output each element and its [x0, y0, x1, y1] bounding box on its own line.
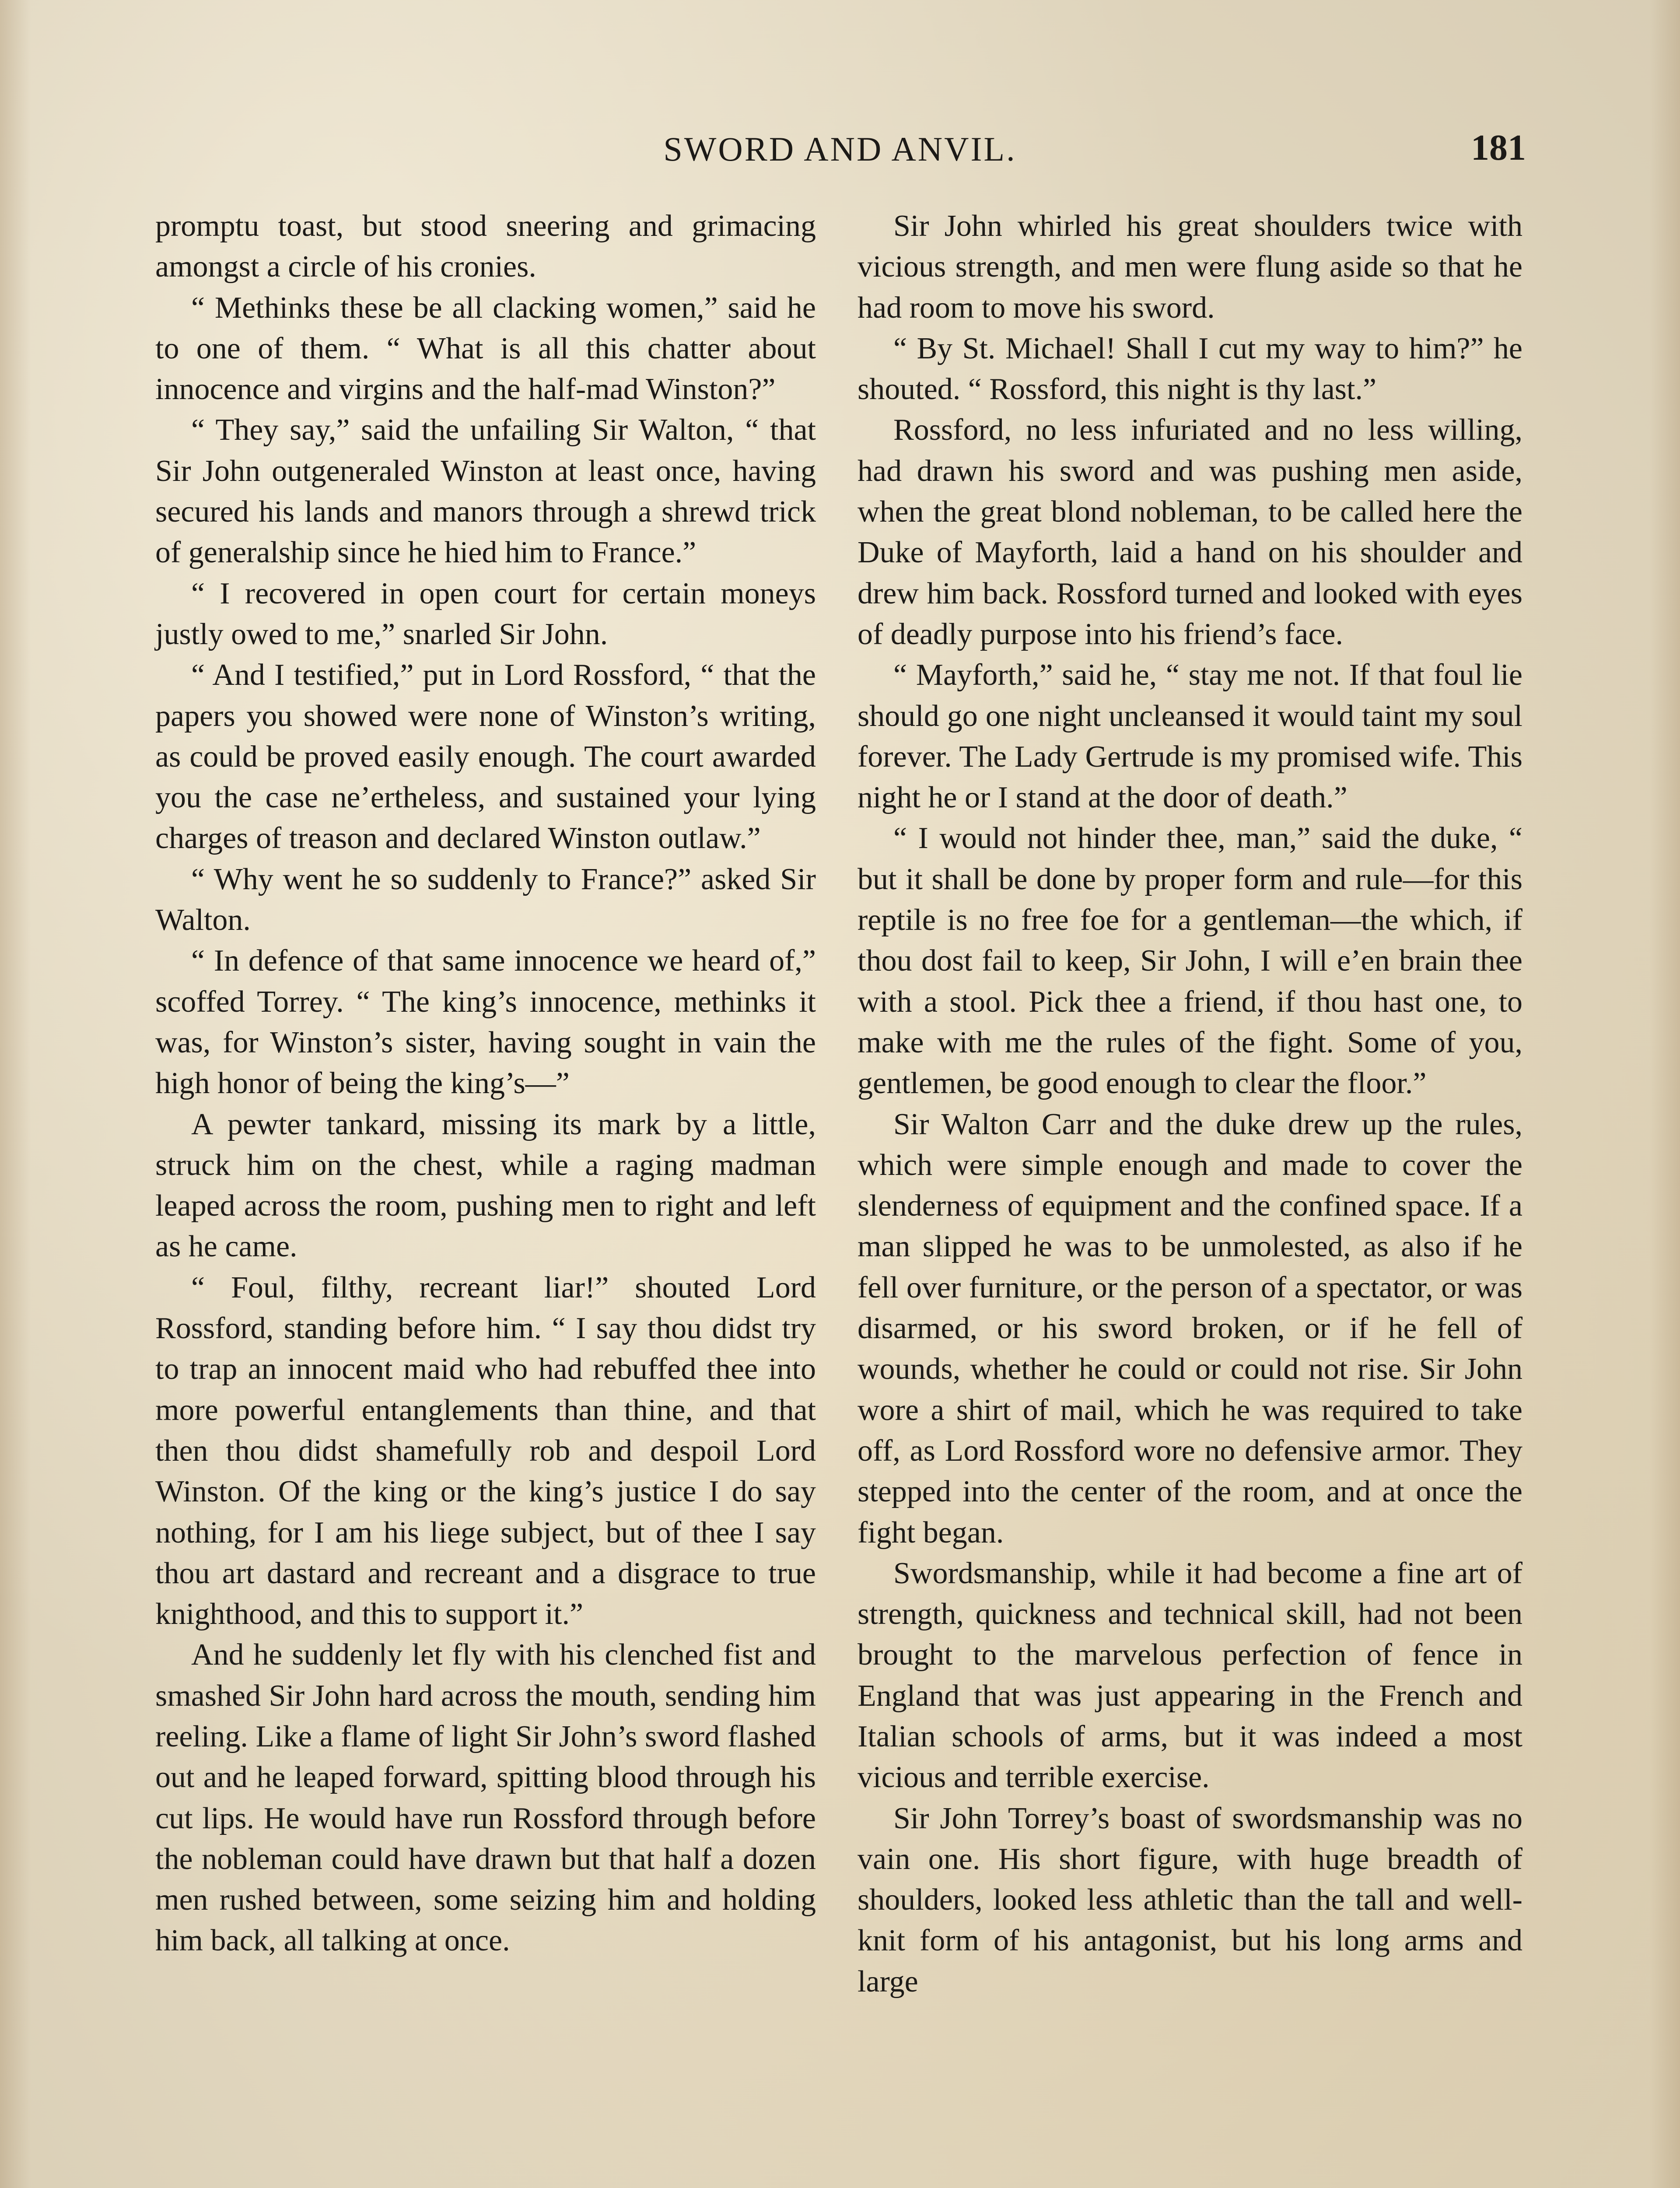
paragraph: Sir Walton Carr and the duke drew up the rules, which were simple enough and made to cover the slenderness of equipment and the confined space. If a man slipped he was to be unmolested, as also if he fell over furniture, or the person of a spectator, or was disarmed, or his sword broken, or if he fell of wounds, whether he could or could not rise. Sir John wore a shirt of mail, which he was required to take off, as Lord Rossford wore no defensive armor. They stepped into the center of the room, and at once the fight began.: [858, 1107, 1522, 1550]
right-column: [858, 206, 1522, 2002]
paragraph: Rossford, no less infuriated and no less willing, had drawn his sword and was pushing men aside, when the great blond nobleman, to be called here the Duke of Mayforth, laid a hand on his shoulder and drew him back. Rossford turned and looked with eyes of deadly purpose into his friend’s face.: [858, 413, 1522, 651]
paragraph: “ Methinks these be all clacking women,” said he to one of them. “ What is all this chatter about innocence and virgins and the half-mad Winston?”: [155, 291, 816, 407]
page-number: 181: [1471, 127, 1526, 168]
paragraph: “ They say,” said the unfailing Sir Walton, “ that Sir John outgeneraled Winston at least once, having secured his lands and manors through a shrewd trick of generalship since he hied him to France.”: [155, 413, 816, 570]
paragraph: “ I would not hinder thee, man,” said the duke, “ but it shall be done by proper form and rule—for this reptile is no free foe for a gentleman—the which, if thou dost fail to keep, Sir John, I will e’en brain thee with a stool. Pick thee a friend, if thou hast one, to make with me the rules of the fight. Some of you, gentlemen, be good enough to clear the floor.”: [858, 821, 1522, 1101]
paragraph: “ Mayforth,” said he, “ stay me not. If that foul lie should go one night uncleansed it would taint my soul forever. The Lady Gertrude is my promised wife. This night he or I stand at the door of death.”: [858, 658, 1522, 815]
page-shadow-right: [1649, 0, 1680, 2188]
paragraph: Swordsmanship, while it had become a fine art of strength, quickness and technical skill, had not been brought to the marvelous perfection of fence in England that was just appearing in the French and Italian schools of arms, but it was indeed a most vicious and terrible exercise.: [858, 1556, 1522, 1795]
left-column: [155, 206, 816, 1961]
running-title: SWORD AND ANVIL.: [663, 130, 1017, 168]
paragraph: And he suddenly let fly with his clenched fist and smashed Sir John hard across the mouth, sending him reeling. Like a flame of light Sir John’s sword flashed out and he leaped forward, spitting blood through his cut lips. He would have run Rossford through before the nobleman could have drawn but that half a dozen men rushed between, some seizing him and holding him back, all talking at once.: [155, 1638, 816, 1958]
page-shadow-left: [0, 0, 31, 2188]
paragraph: “ Why went he so suddenly to France?” asked Sir Walton.: [155, 862, 816, 937]
paragraph: A pewter tankard, missing its mark by a little, struck him on the chest, while a raging madman leaped across the room, pushing men to right and left as he came.: [155, 1107, 816, 1264]
paragraph: promptu toast, but stood sneering and grimacing amongst a circle of his cronies.: [155, 209, 816, 284]
paragraph: Sir John whirled his great shoulders twice with vicious strength, and men were flung aside so that he had room to move his sword.: [858, 209, 1522, 325]
paragraph: “ By St. Michael! Shall I cut my way to him?” he shouted. “ Rossford, this night is thy last.”: [858, 331, 1522, 407]
paragraph: “ In defence of that same innocence we heard of,” scoffed Torrey. “ The king’s innocence, methinks it was, for Winston’s sister, having sought in vain the high honor of being the king’s—”: [155, 944, 816, 1101]
paragraph: Sir John Torrey’s boast of swordsmanship was no vain one. His short figure, with huge breadth of shoulders, looked less athletic than the tall and well-knit form of his antagonist, but his long arms and large: [858, 1801, 1522, 1999]
paragraph: “ I recovered in open court for certain moneys justly owed to me,” snarled Sir John.: [155, 576, 816, 651]
paragraph: “ And I testified,” put in Lord Rossford, “ that the papers you showed were none of Winston’s writing, as could be proved easily enough. The court awarded you the case ne’ertheless, and sustained your lying charges of treason and declared Winston outlaw.”: [155, 658, 816, 856]
paragraph: “ Foul, filthy, recreant liar!” shouted Lord Rossford, standing before him. “ I say thou didst try to trap an innocent maid who had rebuffed thee into more powerful entanglements than thine, and that then thou didst shamefully rob and despoil Lord Winston. Of the king or the king’s justice I do say nothing, for I am his liege subject, but of thee I say thou art dastard and recreant and a disgrace to true knighthood, and this to support it.”: [155, 1270, 816, 1631]
